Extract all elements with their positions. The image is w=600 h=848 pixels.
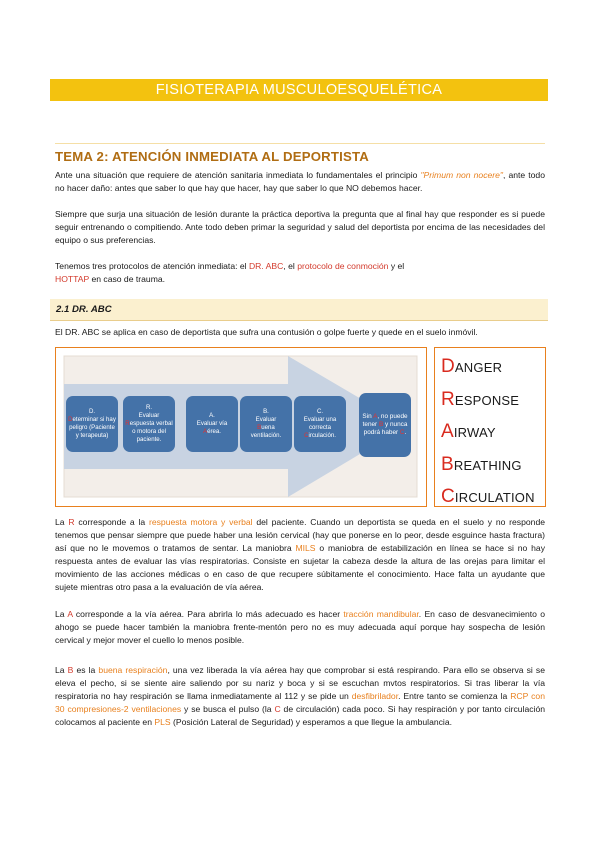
text: ESPONSE — [454, 392, 520, 408]
text: R — [441, 388, 455, 410]
text: , ante todo no hacer daño: antes que saber lo que hay que hacer, hay que saber lo que NO debemos hacer. — [55, 170, 545, 193]
text: , una vez liberada la vía aérea hay que comprobar si está respirando. Para ello se observa si se eleva el pecho, si se siente aire saliendo por su nariz y boca y si se escuchan mvtos respiratorios. Si tras liberar la vía respiratoria no hay respiración se llama inmediatamente al 112 y se pide un — [55, 665, 545, 701]
text: IRCULATION — [454, 490, 535, 505]
text: Evaluar vía — [196, 420, 228, 427]
text: C — [399, 429, 405, 436]
acronym-circulation — [441, 481, 545, 514]
highlight: PLS — [154, 717, 171, 727]
acronym-danger — [441, 351, 545, 384]
highlight: respuesta motora y verbal — [148, 517, 253, 527]
intro-paragraph-1 — [55, 169, 545, 195]
text: . — [404, 429, 407, 436]
text: C — [274, 704, 281, 714]
text: corresponde a la — [74, 517, 149, 527]
highlight: MILS — [295, 543, 316, 553]
text: y se busca el pulso (la — [181, 704, 275, 714]
protocol-hottap: HOTTAP — [55, 274, 90, 284]
paragraph-b — [55, 664, 545, 729]
highlight: desfibrilador — [351, 691, 399, 701]
step-a-box — [186, 396, 238, 452]
text: C — [304, 432, 309, 439]
text: eterminar si hay peligro (Paciente y terapeuta) — [69, 416, 116, 439]
text: La — [55, 517, 69, 527]
text: Ante una situación que requiere de atención sanitaria inmediata lo fundamentales el principio — [55, 170, 421, 180]
course-banner: FISIOTERAPIA MUSCULOESQUELÉTICA — [50, 79, 548, 101]
protocol-conmocion: protocolo de conmoción — [297, 261, 389, 271]
text: R — [68, 517, 75, 527]
text: C — [441, 486, 455, 507]
text: Evaluar — [255, 416, 277, 423]
text: IRWAY — [453, 425, 496, 440]
paragraph-a — [55, 608, 545, 647]
text: y el — [388, 261, 405, 271]
text: A. — [209, 412, 215, 419]
intro-paragraph-2: Siempre que surja una situación de lesión durante la práctica deportiva la pregunta que al final hay que responder es si puede seguir entrenando o compitiendo. Ante todo deben primar la seguridad y salud del deportista por encima de las necesidades del equipo o sus preferencias. — [55, 209, 545, 245]
text: REATHING — [453, 457, 522, 473]
text: D — [68, 416, 73, 423]
text: , el — [283, 261, 298, 271]
text: érea. — [207, 428, 221, 435]
text: de circulación) cada poco. Si hay respiración y por tanto circulación colocamos al paciente en — [55, 704, 546, 727]
text: del paciente. Cuando un deportista se queda en el suelo y no responde tenemos que pensar siempre que puede haber una lesión cervical (hay que ponerse en lo peor, desde esguince hasta fractura) así que no le movemos o tratamos de sentar. La maniobra — [55, 517, 546, 553]
dr-abc-acronym — [434, 347, 546, 507]
text: corresponde a la vía aérea. Para abrirla lo más adecuado es hacer — [72, 609, 344, 619]
text: (Posición Lateral de Seguridad) y esperamos a que llegue la ambulancia. — [170, 717, 452, 727]
text: D — [441, 356, 455, 377]
text: B — [67, 665, 74, 675]
text: C. — [316, 408, 324, 415]
text: A — [67, 609, 73, 619]
conclusion-box — [359, 393, 411, 457]
highlight: tracción mandibular — [343, 609, 419, 619]
text: irculación. — [308, 432, 336, 439]
text: Sin — [362, 413, 374, 420]
dr-abc-flow-diagram — [55, 347, 427, 507]
section-heading: 2.1 DR. ABC — [50, 299, 548, 321]
text: B — [378, 421, 384, 428]
text: Tenemos tres protocolos de atención inmediata: el — [55, 261, 249, 271]
principle-quote: "Primum non nocere" — [420, 170, 503, 180]
text: A — [441, 421, 454, 442]
text: B — [441, 453, 454, 475]
text: R — [125, 420, 130, 427]
acronym-breathing — [441, 449, 545, 482]
text: . Entre tanto se comienza la — [398, 691, 511, 701]
text: Evaluar — [138, 412, 160, 419]
text: o maniobra de estabilización en línea se hace si no hay respuesta antes de evaluar las vías respiratorias. Consiste en sujetar la cabeza desde la altura de las orejas para limitar el movimiento de las acciones médicas o en caso de que recupere súbitamente el conocimiento. Hace falta un ayudante que sujete mientras otro pasa a la evaluación de vía aérea. — [55, 543, 545, 592]
highlight: RCP con 30 compresiones-2 ventilaciones — [55, 691, 545, 714]
intro-paragraph-3 — [55, 260, 545, 286]
text: B — [257, 424, 262, 431]
text: La — [55, 665, 68, 675]
text: y nunca podrá haber — [363, 421, 408, 436]
text: Evaluar una correcta — [303, 416, 337, 431]
text: A — [373, 413, 378, 420]
protocol-dr-abc: DR. ABC — [248, 261, 284, 271]
text: La — [55, 609, 68, 619]
text: , no puede tener — [362, 413, 408, 428]
step-c-box — [294, 396, 346, 452]
topic-title: TEMA 2: ATENCIÓN INMEDIATA AL DEPORTISTA — [55, 143, 545, 164]
text: uena ventilación. — [250, 424, 282, 439]
text: D. — [88, 408, 96, 415]
text: ANGER — [454, 360, 503, 375]
text: A — [203, 428, 208, 435]
highlight: buena respiración — [98, 665, 168, 675]
text: R. — [145, 404, 153, 411]
step-d-box — [66, 396, 118, 452]
text: es la — [73, 665, 99, 675]
text: espuesta verbal o motora del paciente. — [129, 420, 173, 443]
step-r-box — [123, 396, 175, 452]
paragraph-r — [55, 516, 545, 594]
acronym-airway — [441, 416, 545, 449]
step-b-box — [240, 396, 292, 452]
section-intro: El DR. ABC se aplica en caso de deportista que sufra una contusión o golpe fuerte y quede en el suelo inmóvil. — [55, 327, 478, 337]
text: B. — [263, 408, 269, 415]
text: . En caso de desvanecimiento o ahogo se puede hacer también la maniobra frente-mentón pero no es muy adecuada aquí porque hay sospecha de lesión cervical y mejor mover el cuello lo menos posible. — [55, 609, 545, 645]
text: en caso de trauma. — [89, 274, 166, 284]
acronym-response — [441, 384, 545, 417]
